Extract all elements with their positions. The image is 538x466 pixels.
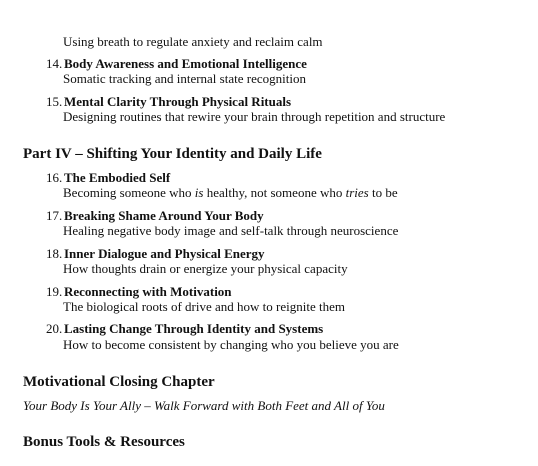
- chapter-14-description: Somatic tracking and internal state recognition: [63, 71, 306, 86]
- part-iv-heading: Part IV – Shifting Your Identity and Daily Life: [23, 146, 322, 162]
- chapter-17-number: 17.: [46, 208, 63, 223]
- chapter-20-number: 20.: [46, 321, 63, 336]
- chapter-16-title: The Embodied Self: [64, 170, 171, 185]
- chapter-14-title: Body Awareness and Emotional Intelligence: [64, 56, 307, 71]
- desc-text: Becoming someone who: [63, 185, 195, 200]
- chapter-17-description: Healing negative body image and self-talk through neuroscience: [63, 223, 399, 238]
- chapter-19-number: 19.: [46, 284, 63, 299]
- chapter-18-title: Inner Dialogue and Physical Energy: [64, 246, 265, 261]
- desc-emphasis: tries: [345, 185, 369, 200]
- chapter-20-description: How to become consistent by changing who you believe you are: [63, 337, 399, 352]
- chapter-16-description: [63, 185, 398, 201]
- desc-emphasis: is: [194, 185, 204, 200]
- chapter-19-description: The biological roots of drive and how to reignite them: [63, 299, 345, 314]
- desc-text: to be: [368, 185, 398, 200]
- chapter-18-description: How thoughts drain or energize your physical capacity: [63, 261, 348, 276]
- chapter-17-title: Breaking Shame Around Your Body: [64, 208, 264, 223]
- chapter-14-number: 14.: [46, 56, 63, 71]
- chapter-15-number: 15.: [46, 94, 63, 109]
- chapter-15-description: Designing routines that rewire your brain through repetition and structure: [63, 109, 446, 124]
- chapter-13-description: Using breath to regulate anxiety and reclaim calm: [63, 34, 323, 49]
- chapter-20-title: Lasting Change Through Identity and Systems: [64, 321, 324, 336]
- chapter-16-number: 16.: [46, 170, 63, 185]
- chapter-15-title: Mental Clarity Through Physical Rituals: [64, 94, 292, 109]
- closing-chapter-heading: Motivational Closing Chapter: [23, 374, 215, 390]
- closing-chapter-subtitle: Your Body Is Your Ally – Walk Forward with Both Feet and All of You: [23, 398, 385, 413]
- bonus-heading: Bonus Tools & Resources: [23, 434, 185, 450]
- chapter-19-title: Reconnecting with Motivation: [64, 284, 232, 299]
- desc-text: healthy, not someone who: [203, 185, 346, 200]
- chapter-18-number: 18.: [46, 246, 63, 261]
